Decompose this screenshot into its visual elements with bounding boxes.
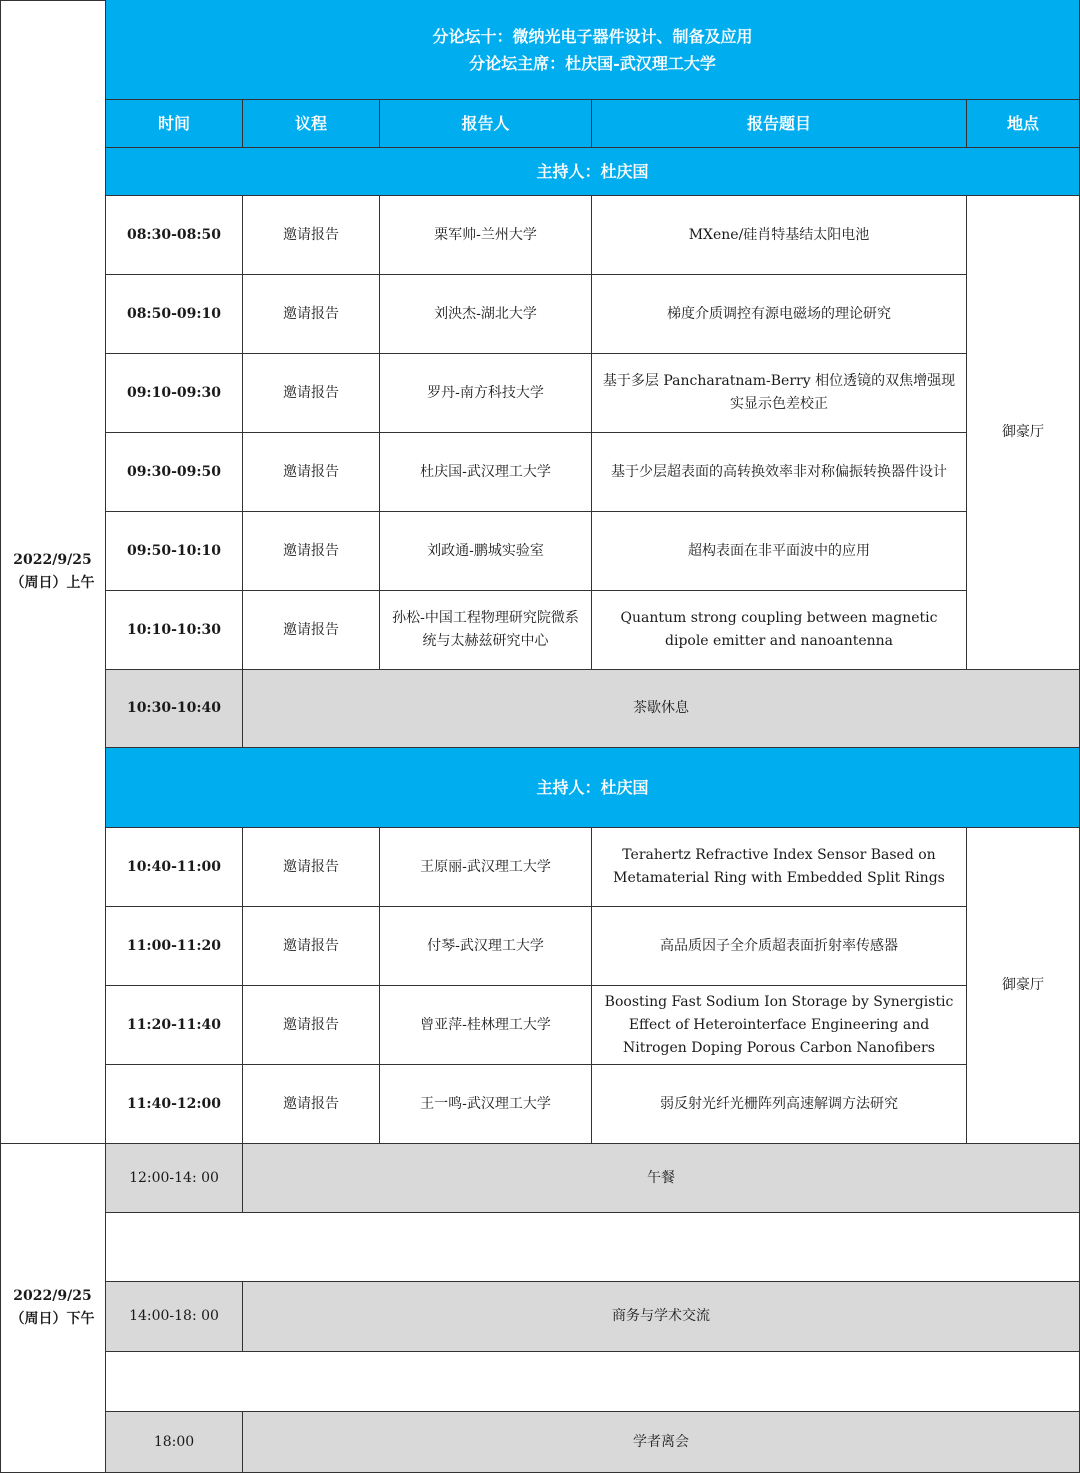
exchange-time: 14:00-18: 00 (106, 1282, 243, 1352)
talk-type: 邀请报告 (243, 986, 380, 1065)
talk-title: Terahertz Refractive Index Sensor Based on Metamaterial Ring with Embedded Split Rings (592, 828, 967, 907)
talk-type: 邀请报告 (243, 354, 380, 433)
talk-type: 邀请报告 (243, 591, 380, 670)
talk-title: 基于多层 Pancharatnam-Berry 相位透镜的双焦增强现实显示色差校正 (592, 354, 967, 433)
talk-title: 超构表面在非平面波中的应用 (592, 512, 967, 591)
talk-type: 邀请报告 (243, 512, 380, 591)
talk-time: 08:30-08:50 (106, 196, 243, 275)
column-header-talk-title: 报告题目 (592, 100, 967, 148)
talk-time: 10:40-11:00 (106, 828, 243, 907)
day-label-morning: 2022/9/25（周日）上午 (0, 0, 106, 1144)
departure-label: 学者离会 (243, 1412, 1080, 1473)
talk-speaker: 付琴-武汉理工大学 (380, 907, 592, 986)
talk-time: 10:10-10:30 (106, 591, 243, 670)
column-header-speaker: 报告人 (380, 100, 592, 148)
talk-speaker: 罗丹-南方科技大学 (380, 354, 592, 433)
talk-type: 邀请报告 (243, 907, 380, 986)
talk-title: Quantum strong coupling between magnetic dipole emitter and nanoantenna (592, 591, 967, 670)
talk-title: 基于少层超表面的高转换效率非对称偏振转换器件设计 (592, 433, 967, 512)
talk-type: 邀请报告 (243, 196, 380, 275)
talk-speaker: 王一鸣-武汉理工大学 (380, 1065, 592, 1144)
talk-type: 邀请报告 (243, 275, 380, 354)
column-header-time: 时间 (106, 100, 243, 148)
talk-speaker: 栗军帅-兰州大学 (380, 196, 592, 275)
empty-row (106, 1213, 1080, 1282)
forum-chair: 分论坛主席：杜庆国-武汉理工大学 (469, 53, 716, 73)
talk-type: 邀请报告 (243, 828, 380, 907)
talk-time: 11:40-12:00 (106, 1065, 243, 1144)
talk-time: 11:20-11:40 (106, 986, 243, 1065)
talk-speaker: 刘政通-鹏城实验室 (380, 512, 592, 591)
talk-type: 邀请报告 (243, 1065, 380, 1144)
session-venue: 御豪厅 (967, 828, 1080, 1144)
talk-type: 邀请报告 (243, 433, 380, 512)
column-header-agenda: 议程 (243, 100, 380, 148)
session-venue: 御豪厅 (967, 196, 1080, 670)
talk-speaker: 孙松-中国工程物理研究院微系统与太赫兹研究中心 (380, 591, 592, 670)
column-header-venue: 地点 (967, 100, 1080, 148)
break-time: 10:30-10:40 (106, 670, 243, 748)
talk-title: 高品质因子全介质超表面折射率传感器 (592, 907, 967, 986)
talk-time: 09:30-09:50 (106, 433, 243, 512)
talk-speaker: 刘泱杰-湖北大学 (380, 275, 592, 354)
empty-row (106, 1352, 1080, 1412)
talk-speaker: 王原丽-武汉理工大学 (380, 828, 592, 907)
forum-title: 分论坛十：微纳光电子器件设计、制备及应用 (432, 26, 753, 46)
lunch-time: 12:00-14: 00 (106, 1144, 243, 1213)
day-label-afternoon: 2022/9/25（周日）下午 (0, 1144, 106, 1473)
talk-time: 09:10-09:30 (106, 354, 243, 433)
departure-time: 18:00 (106, 1412, 243, 1473)
lunch-label: 午餐 (243, 1144, 1080, 1213)
talk-speaker: 杜庆国-武汉理工大学 (380, 433, 592, 512)
break-label: 茶歇休息 (243, 670, 1080, 748)
session-host-bar: 主持人：杜庆国 (106, 748, 1080, 828)
talk-time: 08:50-09:10 (106, 275, 243, 354)
talk-time: 09:50-10:10 (106, 512, 243, 591)
talk-title: Boosting Fast Sodium Ion Storage by Synergistic Effect of Heterointerface Engineering and Nitrogen Doping Porous Carbon Nanofibers (592, 986, 967, 1065)
talk-time: 11:00-11:20 (106, 907, 243, 986)
talk-title: MXene/硅肖特基结太阳电池 (592, 196, 967, 275)
exchange-label: 商务与学术交流 (243, 1282, 1080, 1352)
talk-title: 弱反射光纤光栅阵列高速解调方法研究 (592, 1065, 967, 1144)
talk-speaker: 曾亚萍-桂林理工大学 (380, 986, 592, 1065)
forum-title-block (106, 0, 1080, 100)
talk-title: 梯度介质调控有源电磁场的理论研究 (592, 275, 967, 354)
session-host-bar: 主持人：杜庆国 (106, 148, 1080, 196)
